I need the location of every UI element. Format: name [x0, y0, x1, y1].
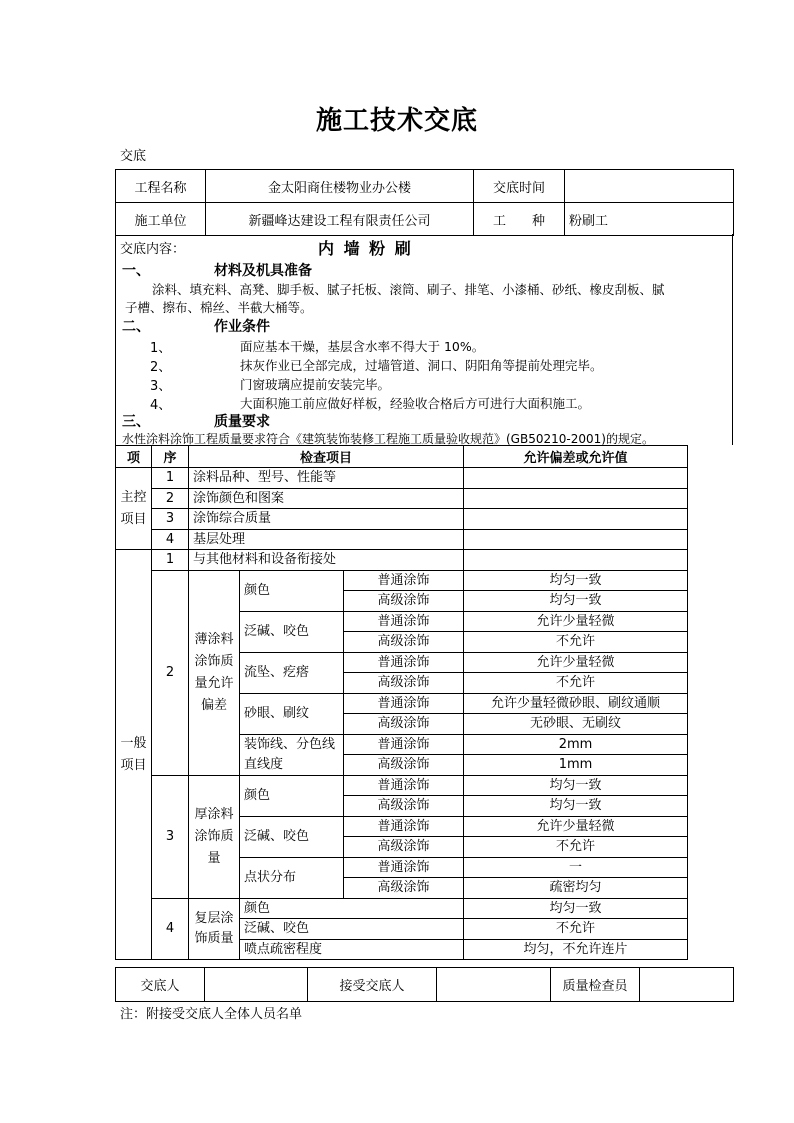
- thick-item-alkali: 泛碱、咬色: [240, 816, 344, 857]
- thin-pinhole-high-value: 无砂眼、无刷纹: [464, 714, 688, 735]
- thin-seq: 2: [152, 570, 189, 775]
- unit-value: 新疆峰达建设工程有限责任公司: [206, 203, 474, 236]
- thin-item-color: 颜色: [240, 570, 344, 611]
- section1-title: 材料及机具准备: [214, 263, 312, 279]
- thin-color-normal-value: 均匀一致: [464, 570, 688, 591]
- time-value: [565, 170, 734, 203]
- multi-alkali-value: 不允许: [464, 919, 688, 940]
- thick-color-high-value: 均匀一致: [464, 796, 688, 817]
- thin-label: 薄涂料涂饰质量允许偏差: [189, 570, 240, 775]
- content-section: [115, 234, 733, 445]
- thin-pinhole-high: 高级涂饰: [344, 714, 464, 735]
- trade-label: 工 种: [474, 203, 565, 236]
- multi-item-alkali: 泛碱、咬色: [240, 919, 464, 940]
- main-value-3: [464, 509, 688, 530]
- thick-alkali-normal-value: 允许少量轻微: [464, 816, 688, 837]
- main-item-4: 基层处理: [189, 529, 464, 550]
- multi-item-density: 喷点疏密程度: [240, 939, 464, 960]
- main-seq-4: 4: [152, 529, 189, 550]
- section1-number: 一、: [122, 263, 150, 279]
- thick-alkali-high: 高级涂饰: [344, 837, 464, 858]
- gen-value-1: [464, 550, 688, 571]
- unit-label: 施工单位: [116, 203, 206, 236]
- thin-item-line: 装饰线、分色线直线度: [240, 734, 344, 775]
- thin-alkali-high: 高级涂饰: [344, 632, 464, 653]
- giver-label: 交底人: [116, 968, 205, 1002]
- multi-label: 复层涂饰质量: [189, 898, 240, 960]
- condition-2-text: 抹灰作业已全部完成，过墙管道、洞口、阴阳角等提前处理完毕。: [240, 358, 603, 373]
- main-group-label: 主控项目: [116, 468, 152, 550]
- condition-3-num: 3、: [150, 379, 172, 394]
- gen-item-1: 与其他材料和设备衔接处: [189, 550, 464, 571]
- top-label: 交底: [120, 149, 147, 164]
- condition-3-text: 门窗玻璃应提前安装完毕。: [240, 377, 391, 392]
- main-seq-2: 2: [152, 488, 189, 509]
- thick-color-normal-value: 均匀一致: [464, 775, 688, 796]
- giver-value: [205, 968, 308, 1002]
- thin-item-pinhole: 砂眼、刷纹: [240, 693, 344, 734]
- section3-number: 三、: [122, 414, 150, 430]
- thick-color-normal: 普通涂饰: [344, 775, 464, 796]
- thin-item-sag: 流坠、疙瘩: [240, 652, 344, 693]
- inspector-label: 质量检查员: [551, 968, 640, 1002]
- col-seq-header: 序: [152, 446, 189, 468]
- thin-alkali-high-value: 不允许: [464, 632, 688, 653]
- section3-title: 质量要求: [214, 414, 270, 430]
- thin-pinhole-normal-value: 允许少量轻微砂眼、刷纹通顺: [464, 693, 688, 714]
- section1-text-line2: 子槽、擦布、棉丝、半截大桶等。: [125, 300, 313, 315]
- condition-4-num: 4、: [150, 398, 172, 413]
- thick-dots-high-value: 疏密均匀: [464, 878, 688, 899]
- receiver-label: 接受交底人: [308, 968, 437, 1002]
- thick-dots-normal: 普通涂饰: [344, 857, 464, 878]
- thin-sag-high: 高级涂饰: [344, 673, 464, 694]
- content-heading: 内 墙 粉 刷: [318, 239, 413, 258]
- thick-item-dots: 点状分布: [240, 857, 344, 898]
- section2-number: 二、: [122, 319, 150, 335]
- condition-1-text: 面应基本干燥，基层含水率不得大于 10%。: [240, 339, 485, 354]
- multi-color-value: 均匀一致: [464, 898, 688, 919]
- thin-sag-normal: 普通涂饰: [344, 652, 464, 673]
- thin-color-high-value: 均匀一致: [464, 591, 688, 612]
- thin-line-high-value: 1mm: [464, 755, 688, 776]
- multi-density-value: 均匀，不允许连片: [464, 939, 688, 960]
- thin-color-high: 高级涂饰: [344, 591, 464, 612]
- thin-sag-high-value: 不允许: [464, 673, 688, 694]
- main-item-2: 涂饰颜色和图案: [189, 488, 464, 509]
- thin-item-alkali: 泛碱、咬色: [240, 611, 344, 652]
- col-item-header: 项: [116, 446, 152, 468]
- thick-seq: 3: [152, 775, 189, 898]
- main-item-3: 涂饰综合质量: [189, 509, 464, 530]
- thin-sag-normal-value: 允许少量轻微: [464, 652, 688, 673]
- thin-line-high: 高级涂饰: [344, 755, 464, 776]
- thick-alkali-high-value: 不允许: [464, 837, 688, 858]
- main-value-1: [464, 468, 688, 489]
- thin-alkali-normal: 普通涂饰: [344, 611, 464, 632]
- thick-dots-normal-value: 一: [464, 857, 688, 878]
- col-allow-header: 允许偏差或允许值: [464, 446, 688, 468]
- inspector-value: [640, 968, 734, 1002]
- time-label: 交底时间: [474, 170, 565, 203]
- main-value-4: [464, 529, 688, 550]
- thick-label: 厚涂料涂饰质量: [189, 775, 240, 898]
- signature-table: [115, 967, 734, 1002]
- condition-2-num: 2、: [150, 360, 172, 375]
- thick-dots-high: 高级涂饰: [344, 878, 464, 899]
- main-seq-3: 3: [152, 509, 189, 530]
- project-name-value: 金太阳商住楼物业办公楼: [206, 170, 474, 203]
- section2-title: 作业条件: [214, 319, 270, 335]
- main-seq-1: 1: [152, 468, 189, 489]
- quality-text: 水性涂料涂饰工程质量要求符合《建筑装饰装修工程施工质量验收规范》(GB50210-2001)的规定。: [122, 432, 654, 446]
- blank-cell: [688, 446, 734, 468]
- multi-item-color: 颜色: [240, 898, 464, 919]
- thick-color-high: 高级涂饰: [344, 796, 464, 817]
- thin-pinhole-normal: 普通涂饰: [344, 693, 464, 714]
- section1-text-line1: 涂料、填充料、高凳、脚手板、腻子托板、滚筒、刷子、排笔、小漆桶、砂纸、橡皮刮板、腻: [152, 282, 665, 297]
- general-group-label: 一般项目: [116, 550, 152, 960]
- thin-alkali-normal-value: 允许少量轻微: [464, 611, 688, 632]
- quality-table: [115, 445, 734, 960]
- project-name-label: 工程名称: [116, 170, 206, 203]
- col-check-header: 检查项目: [189, 446, 464, 468]
- gen-seq-1: 1: [152, 550, 189, 571]
- content-label: 交底内容：: [120, 242, 186, 257]
- thin-color-normal: 普通涂饰: [344, 570, 464, 591]
- condition-4-text: 大面积施工前应做好样板，经验收合格后方可进行大面积施工。: [240, 396, 591, 411]
- page-title: 施工技术交底: [315, 106, 478, 136]
- trade-value: 粉刷工: [565, 203, 734, 236]
- receiver-value: [437, 968, 551, 1002]
- blank-side: [688, 468, 734, 960]
- main-value-2: [464, 488, 688, 509]
- condition-1-num: 1、: [150, 341, 172, 356]
- thin-line-normal: 普通涂饰: [344, 734, 464, 755]
- multi-seq: 4: [152, 898, 189, 960]
- header-table: [115, 169, 734, 236]
- footnote: 注：附接受交底人全体人员名单: [120, 1007, 303, 1022]
- thin-line-normal-value: 2mm: [464, 734, 688, 755]
- thick-item-color: 颜色: [240, 775, 344, 816]
- main-item-1: 涂料品种、型号、性能等: [189, 468, 464, 489]
- thick-alkali-normal: 普通涂饰: [344, 816, 464, 837]
